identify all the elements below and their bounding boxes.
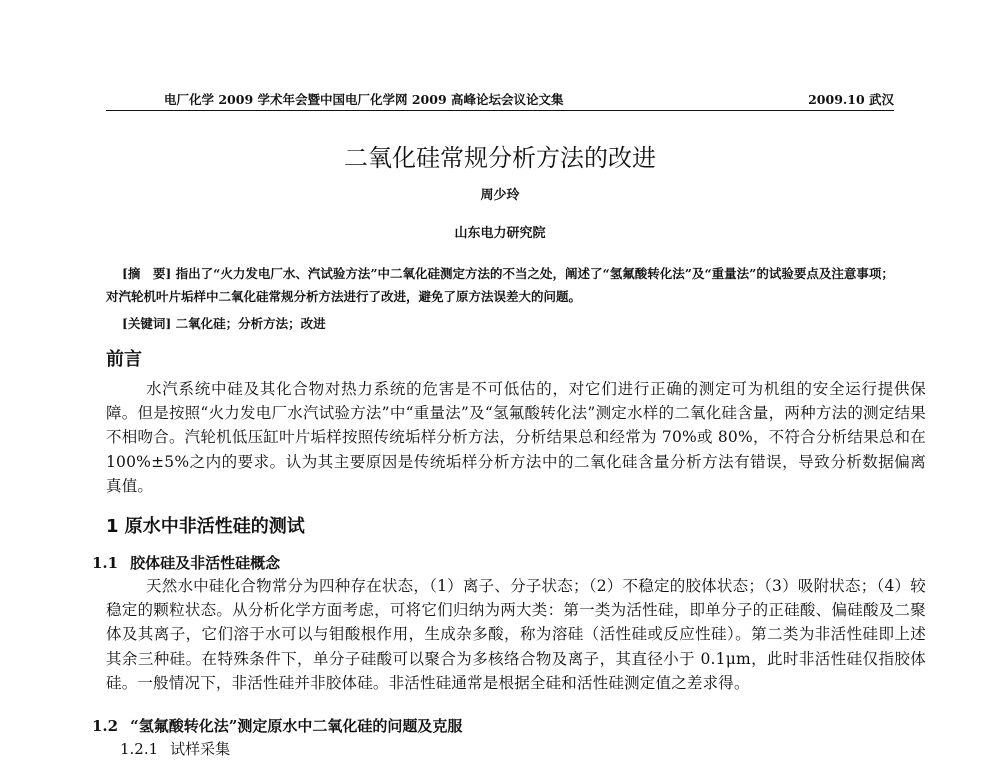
header-proceedings-title: 电厂化学 2009 学术年会暨中国电厂化学网 2009 高峰论坛会议论文集 (164, 92, 564, 107)
preface-heading: 前言 (106, 349, 142, 370)
section-1-2-number: 1.2 (92, 717, 119, 735)
preface-paragraph: 水汽系统中硅及其化合物对热力系统的危害是不可低估的，对它们进行正确的测定可为机组的安全运行提供保障。但是按照“火力发电厂水汽试验方法”中“重量法”及“氢氟酸转化法”测定水样的二氧化硅含量，两种方法的测定结果不相吻合。汽轮机低压缸叶片垢样按照传统垢样分析方法，分析结果总和经常为 70%或 80%，不符合分析结果总和在 100%±5%之内的要求。认为其主要原因是传统垢样分析方法中的二氧化硅含量分析方法有错误，导致分析数据偏离真值。 (106, 380, 926, 495)
abstract: [摘 要] 指出了“火力发电厂水、汽试验方法”中二氧化硅测定方法的不当之处，阐述了“氢氟酸转化法”及“重量法”的试验要点及注意事项；对汽轮机叶片垢样中二氧化硅常规分析方法进行了改进，避免了原方法误差大的问题。 (106, 266, 894, 304)
section-1-2-1-title: 试样采集 (170, 740, 231, 758)
author-name: 周少玲 (480, 188, 520, 203)
section-1-heading: 1 原水中非活性硅的测试 (106, 516, 305, 537)
section-1-1-heading (92, 552, 280, 573)
section-1-2-1-heading (120, 738, 230, 759)
section-1-1-number: 1.1 (92, 554, 119, 572)
section-1-1-title: 胶体硅及非活性硅概念 (130, 554, 281, 572)
section-1-2-1-number: 1.2.1 (120, 740, 159, 758)
section-1-1-paragraph: 天然水中硅化合物常分为四种存在状态，（1）离子、分子状态；（2）不稳定的胶体状态；（3）吸附状态；（4）较稳定的颗粒状态。从分析化学方面考虑，可将它们归纳为两大类：第一类为活性硅，即单分子的正硅酸、偏硅酸及二聚体及其离子，它们溶于水可以与钼酸根作用，生成杂多酸，称为溶硅（活性硅或反应性硅）。第二类为非活性硅即上述其余三种硅。在特殊条件下，单分子硅酸可以聚合为多核络合物及离子，其直径小于 0.1μm，此时非活性硅仅指胶体硅。一般情况下，非活性硅并非胶体硅。非活性硅通常是根据全硅和活性硅测定值之差求得。 (106, 577, 926, 692)
header-date-location: 2009.10 武汉 (808, 92, 894, 107)
author-affiliation: 山东电力研究院 (454, 226, 546, 241)
running-header (106, 90, 894, 111)
keywords: [关键词] 二氧化硅；分析方法；改进 (122, 316, 326, 331)
section-1-2-title: “氢氟酸转化法”测定原水中二氧化硅的问题及克服 (130, 717, 463, 735)
paper-title: 二氧化硅常规分析方法的改进 (344, 144, 656, 172)
section-1-2-heading (92, 715, 462, 736)
